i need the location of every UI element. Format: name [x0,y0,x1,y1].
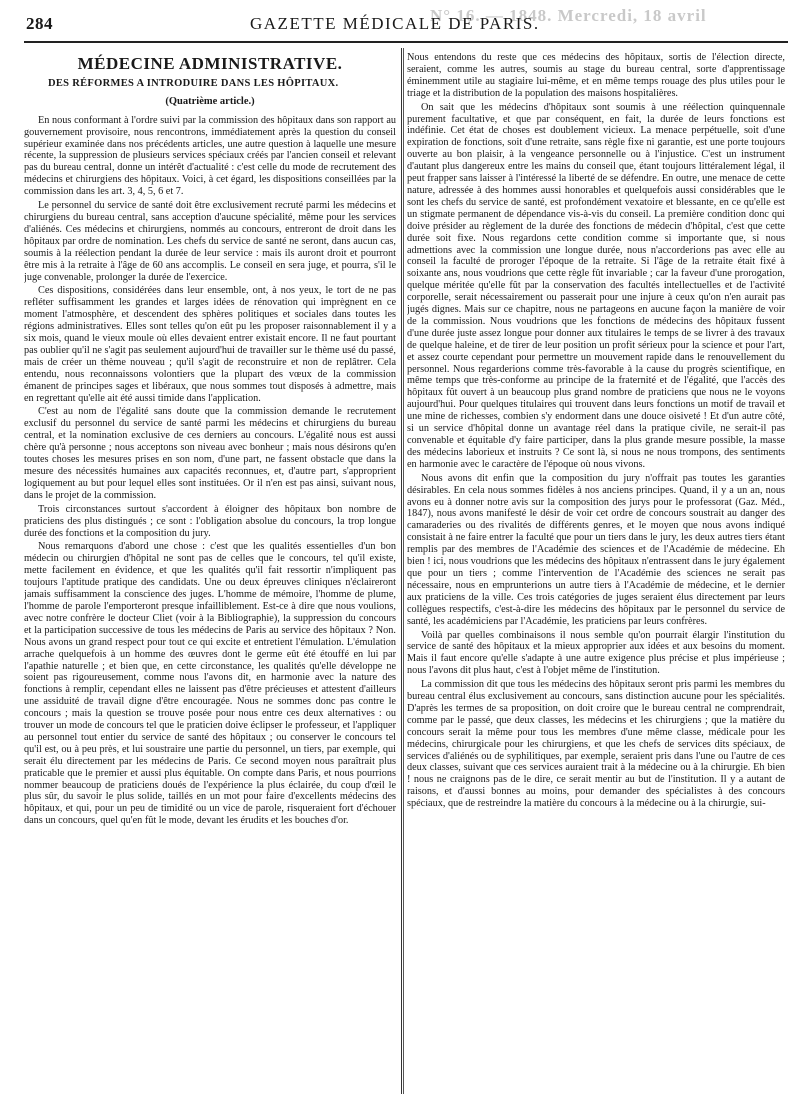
paragraph: On sait que les médecins d'hôpitaux sont soumis à une réélection quinquennale purement facultative, et que par conséquent, en fait, la durée de leurs fonctions est indéfinie. Cet état de choses est doublement vicieux. La menace perpétuelle, soit d'une expiration de fonctions, soit d'une retraite, sans règle fixe ni garantie, est une porte toujours ouverte au bon plaisir, à la vengeance personnelle ou à l'injustice. C'est un instrument d'autant plus dangereux entre les mains du conseil que, étant toujours littéralement légal, il peut frapper sans laisser à l'intéressé la liberté de se défendre. En outre, une menace de cette nature, adressée à des hommes aussi honorables et quelquefois aussi considérables que le sont les chefs du service de santé, est profondément vexatoire et blessante, en ce qu'elle est un stigmate permanent de dépendance vis-à-vis du conseil. La première condition donc qui doive présider au règlement de la durée des fonctions de médecin d'hôpital, c'est que cette durée soit fixe. Nous regardons cette condition comme si importante que, si nous admettions avec la commission une longue durée, nous n'accorderions pas avec elle au conseil la faculté de proroger l'époque de la retraite. Si l'âge de la retraite était fixé à soixante ans, nous voudrions que cette règle fût invariable ; car la faveur d'une prorogation, quelque méritée qu'elle fût par la conservation des facultés intellectuelles et de l'activité corporelle, serait nécessairement ou passerait pour une injure à ceux qu'on n'en aurait pas jugés dignes. Mais sur ce chapitre, nous ne partageons en aucune façon la manière de voir de la commission. Nous voudrions que les fonctions de médecins des hôpitaux fussent d'une durée juste assez longue pour donner aux titulaires le temps de se livrer à des travaux de quelque haleine, et de tirer de leur position un profit sérieux pour la science et pour l'art, et assez courte cependant pour permettre un mouvement rapide dans le renouvellement du personnel. Nous regarderions comme très-favorable à la cause du progrès scientifique, en même temps que très-conforme au principe de la fraternité et de l'égalité, que l'accès des hôpitaux fût ouvert à un beaucoup plus grand nombre de praticiens que nous ne le voyons aujourd'hui. Pour quelques titulaires qui trouvent dans leurs fonctions un motif de travail et une mine de richesses, combien s'y endorment dans une douce oisiveté ! Et d'un autre côté, si un service d'hôpital donne un avantage réel dans la pratique civile, ne serait-il pas convenable et équitable d'y faire participer, dans la plus grande mesure possible, la masse des médecins laborieux et instruits ? Ce sont là, si nous ne nous trompons, des sentiments en harmonie avec le caractère de l'époque où nous vivons. [407,101,785,470]
journal-title: GAZETTE MÉDICALE DE PARIS. [250,14,540,33]
column-divider-inner [403,48,404,1094]
bleed-through-text: N° 16. — 1848. Mercredi, 18 avril [430,6,707,25]
paragraph: Trois circonstances surtout s'accordent à éloigner des hôpitaux bon nombre de praticiens des plus distingués ; ce sont : l'obligation absolue du concours, la trop longue durée des fonctions et la composition du jury. [24,503,396,539]
paragraph: Nous entendons du reste que ces médecins des hôpitaux, sortis de l'élection directe, seraient, comme les autres, soumis au stage du bureau central, sorte d'apprentissage éminemment utile au stagiaire lui-même, et en même temps rouage des plus utiles pour le triage et la distribution de la population des maisons hospitalières. [407,52,785,99]
paragraph: Ces dispositions, considérées dans leur ensemble, ont, à nos yeux, le tort de ne pas refléter suffisamment les grandes et larges idées de rénovation qui imprègnent en ce moment l'atmosphère, et descendent des sphères politiques et sociales dans toutes les régions administratives. Elles sont telles qu'on eût pu les proposer raisonnablement il y a six mois, quand le vieux moule où elles devaient entrer existait encore. Il ne faut pourtant pas oublier qu'il ne s'agit pas seulement aujourd'hui de travailler sur le thème usé du passé, mais de créer un thème nouveau ; qu'il s'agit de reconstruire et non de replâtrer. Cela entendu, nous reconnaissons volontiers que la plupart des vœux de la commission émanent de principes sages et libéraux, que nous sommes tout disposés à admettre, mais en regrettant qu'elle ait été aussi timide dans l'application. [24,285,396,404]
article-subtitle: DES RÉFORMES A INTRODUIRE DANS LES HÔPITAUX. [48,77,339,89]
paragraph: La commission dit que tous les médecins des hôpitaux seront pris parmi les membres du bureau central élus exclusivement au concours, sans distinction aucune pour les spécialités. D'après les termes de sa proposition, on doit croire que le bureau central ne comprendrait, comme par le passé, que deux classes, les médecins et les chirurgiens ; que la matière du concours serait la même pour tous les membres d'une même classe, médicale pour les médecins, chirurgicale pour les chirurgiens, et que les chefs de services dits spéciaux, de services d'aliénés ou de syphilitiques, par exemple, seraient pris dans l'une ou l'autre de ces deux classes, suivant que ces services auraient trait à la médecine ou à la chirurgie. Eh bien ! nous ne craignons pas de le dire, ce serait mentir au but de l'institution. Il y a autant de raisons, et d'aussi bonnes au moins, pour demander des spécialistes à des concours spéciaux, que de restreindre la matière du concours à la médecine ou à la chirurgie, sui- [407,679,785,810]
paragraph: C'est au nom de l'égalité sans doute que la commission demande le recrutement exclusif du personnel du service de santé parmi les médecins et chirurgiens du bureau central, et la nomination exclusive de ces derniers au concours. L'égalité nous est aussi chère qu'à personne ; nous acceptons son niveau avec bonheur ; mais nous désirons qu'en toutes choses les mesures prises en son nom, d'une part, ne fassent obstacle que dans la mesure des nécessités humaines aux capacités reconnues, et, d'autre part, s'approprient logiquement au but pour lequel elles sont instituées. Or il n'en est pas ainsi, suivant nous, dans le projet de la commission. [24,406,396,501]
left-column [24,52,396,1094]
page-header [0,0,800,44]
right-column [407,52,785,1094]
article-number: (Quatrième article.) [165,95,255,107]
page-number: 284 [26,14,53,33]
paragraph: En nous conformant à l'ordre suivi par la commission des hôpitaux dans son rapport au gouvernement provisoire, nous rencontrons, immédiatement après la question du conseil supérieur examinée dans nos précédents articles, une autre question à laquelle une mesure récente, la suppression de plusieurs services spéciaux créés par l'ancien conseil et relevant pas du bureau central, donne un intérêt d'actualité : c'est celle du mode de recrutement des médecins et chirurgiens des hôpitaux. Voici, à cet égard, les dispositions conseillées par la commission dans les art. 3, 4, 5, 6 et 7. [24,114,396,198]
paragraph: Nous avons dit enfin que la composition du jury n'offrait pas toutes les garanties désirables. En cela nous sommes fidèles à nos anciens principes. Quand, il y a un an, nous avons eu à donner notre avis sur la composition des jurys pour le professorat (Gaz. Méd., 1847), nous avons manifesté le désir de voir cet ordre de concours soustrait au danger des camaraderies ou des rivalités de différents genres, et le moyen que nous avons indiqué consistait à ne faire entrer la faculté que pour un tiers dans le jury, les deux autres tiers étant remplis par des membres de l'Académie des sciences et de l'Académie de médecine. Eh bien ! ici, nous voudrions que les médecins des hôpitaux n'entrassent dans le jury également que pour un tiers ; comme l'intervention de l'Académie des sciences ne serait pas nécessaire, nous en emprunterions un autre tiers à l'Académie de médecine, et le dernier aux praticiens de la ville. Ces trois catégories de juges seraient élus directement par leurs collègues respectifs, c'est-à-dire les médecins des hôpitaux par le personnel du service de santé, les académiciens par l'Académie, les praticiens par leurs confrères. [407,472,785,627]
paragraph: Le personnel du service de santé doit être exclusivement recruté parmi les médecins et chirurgiens du bureau central, sans acception d'aucune spécialité, même pour les services d'aliénés. Ces médecins et chirurgiens, nommés au concours, entreront de droit dans les hôpitaux par ordre de nomination. Les chefs du service de santé ne seront, dans aucun cas, soumis à la réélection pendant la durée de leur service : mais ils auront droit et pourront être mis à la retraite à l'âge de 60 ans accomplis. Le conseil en sera juge, et pourra, s'il le juge convenable, prolonger la durée de l'exercice. [24,200,396,283]
column-divider [401,48,402,1094]
paragraph: Nous remarquons d'abord une chose : c'est que les qualités essentielles d'un bon médecin ou chirurgien d'hôpital ne sont pas de celles que le concours, tel qu'il existe, mette facilement en évidence, et que les qualités qu'il fait ressortir n'impliquent pas toujours l'aptitude pratique des candidats. Une ou deux épreuves cliniques n'éclaireront jamais suffisamment la conscience des juges. L'homme de mémoire, l'homme de plume, l'homme de parole l'emporteront presque infailliblement. Est-ce à dire que nous voulions, avec notre confrère le docteur Cliet (voir à la Bibliographie), la suppression du concours et la participation successive de tous les médecins de Paris au service des hôpitaux ? Non. Nous avons un grand respect pour tout ce qui excite et entretient l'émulation. L'émulation arrache quelquefois à un homme des œuvres dont le germe eût été étouffé en lui par l'apathie naturelle ; et bien que, en cette circonstance, les qualités qu'elle développe ne soient pas rigoureusement, comme nous l'avons dit, en harmonie avec la nature des fonctions à remplir, cependant elles ne laissent pas d'être précieuses et attestent d'ailleurs une assiduité de travail digne d'être encouragée. Nous ne sommes donc pas contre le concours ; mais la question se trouve posée pour nous entre ces deux alternatives : ou trouver un mode de concours tel que le praticien doive éclipser le professeur, et l'appliquer au personnel tout entier du service de santé des hôpitaux ; ou conserver le concours tel qu'il est, ou à peu près, et lui soustraire une partie du personnel, un tiers, par exemple, qui serait élu directement par les médecins de Paris. Ce second moyen nous paraîtrait plus praticable que le premier et aussi plus équitable. On compte dans Paris, et nous pourrions nommer beaucoup de praticiens doués de l'expérience la plus éclairée, du coup d'œil le plus sûr, du savoir le plus solide, taillés en un mot pour faire d'excellents médecins des hôpitaux, et qui, pour un peu de timidité ou un vice de parole, risqueraient fort d'échouer dans un concours, quel qu'en fût le mode, devant les érudits et les bouches d'or. [24,541,396,827]
section-title: MÉDECINE ADMINISTRATIVE. [77,54,343,73]
header-rule [24,41,788,43]
paragraph: Voilà par quelles combinaisons il nous semble qu'on pourrait élargir l'institution du service de santé des hôpitaux et la mieux approprier aux idées et aux besoins du moment. Mais il faut encore qu'elle s'adapte à une autre exigence plus précise et plus impérieuse ; nous l'avons dit plus haut, c'est à l'objet même de l'institution. [407,629,785,677]
